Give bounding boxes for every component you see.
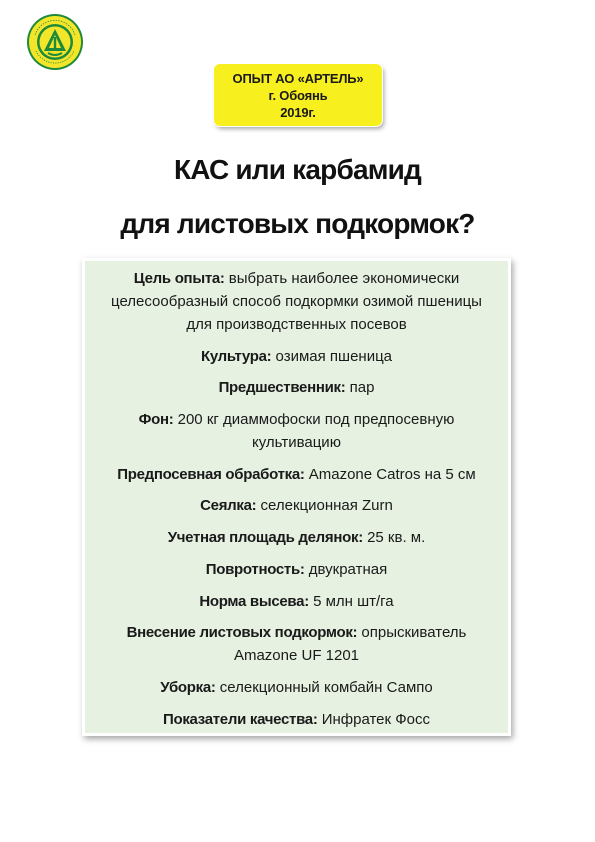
detail-row-harvest <box>99 676 494 699</box>
page-title-line-1: КАС или карбамид <box>173 154 422 185</box>
detail-value: селекционная Zurn <box>260 497 393 515</box>
detail-value: выбрать наиболее экономически целесообразный способ подкормки озимой пшеницы для производственных посевов <box>111 270 482 333</box>
detail-value: озимая пшеница <box>275 347 393 365</box>
detail-label: Предпосевная обработка: <box>117 465 305 483</box>
detail-row-seeder <box>99 494 494 517</box>
detail-value: 25 кв. м. <box>367 529 426 547</box>
detail-value: пар <box>349 379 375 397</box>
detail-value: 5 млн шт/га <box>313 592 394 610</box>
detail-value: Amazone Catros на 5 см <box>308 465 476 483</box>
detail-label: Фон: <box>138 411 174 429</box>
page-title-line-2: для листовых подкормок? <box>120 208 475 239</box>
detail-row-foliar-feeding <box>99 621 494 667</box>
detail-value: Инфратек Фосс <box>321 710 430 728</box>
stamp-line-year: 2019г. <box>280 104 316 120</box>
detail-label: Цель опыта: <box>133 270 225 287</box>
detail-label: Культура: <box>200 347 272 365</box>
detail-label: Показатели качества: <box>162 710 318 728</box>
detail-row-replication <box>99 558 494 581</box>
detail-row-predecessor <box>99 376 494 399</box>
detail-value: двукратная <box>308 560 388 578</box>
logo-emblem-icon <box>26 13 84 71</box>
detail-row-seeding-rate <box>99 590 494 613</box>
stamp-line-company: ОПЫТ АО «АРТЕЛЬ» <box>232 70 364 86</box>
detail-row-goal <box>99 267 494 336</box>
detail-label: Повротность: <box>205 560 305 578</box>
company-logo <box>26 13 84 71</box>
detail-value: селекционный комбайн Сампо <box>219 678 433 696</box>
experiment-stamp <box>214 64 382 126</box>
detail-value: 200 кг диаммофоски под предпосевную культивацию <box>177 411 455 452</box>
detail-label: Учетная площадь делянок: <box>167 529 363 547</box>
detail-label: Внесение листовых подкормок: <box>126 624 358 642</box>
detail-value: опрыскиватель Amazone UF 1201 <box>233 624 467 665</box>
stamp-line-city: г. Обоянь <box>268 87 328 103</box>
detail-row-presowing <box>99 463 494 486</box>
detail-row-crop <box>99 345 494 368</box>
detail-label: Предшественник: <box>218 379 346 397</box>
experiment-details-panel <box>82 258 511 736</box>
detail-row-background <box>99 408 494 454</box>
detail-label: Норма высева: <box>199 592 309 610</box>
detail-row-plot-area <box>99 526 494 549</box>
detail-label: Уборка: <box>160 678 216 696</box>
detail-label: Сеялка: <box>200 497 257 515</box>
detail-row-quality-metrics <box>99 708 494 731</box>
